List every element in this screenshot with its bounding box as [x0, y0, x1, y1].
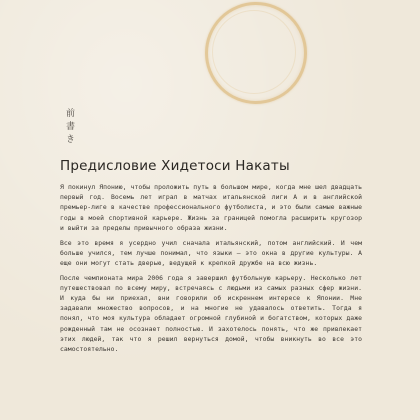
- paragraph-3: После чемпионата мира 2006 года я завершил футбольную карьеру. Несколько лет путешествовал по всему миру, встречаясь с людьми из самых разных сфер жизни. И куда бы ни приехал, вни говорили об искреннем интересе к Японии. Мне задавали множество вопросов, и на многие не удавалось ответить. Тогда я понял, что моя культура обладает огромной глубиной и богатством, которых даже рожденный там не осознает полностью. И захотелось понять, что же привлекает этих людей, так что я решил вернуться домой, чтобы вникнуть во все это самостоятельно.: [60, 273, 362, 354]
- coffee-ring-stain: [205, 2, 307, 104]
- paragraph-2: Все это время я усердно учил сначала итальянский, потом английский. И чем больше учился, тем лучше понимал, что языки — это окна в другие культуры. А еще они могут стать дверью, ведущей к крепкой дружбе на всю жизнь.: [60, 238, 362, 267]
- page-title: Предисловие Хидетоси Накаты: [60, 158, 290, 174]
- paragraph-1: Я покинул Японию, чтобы проложить путь в большом мире, когда мне шел двадцать первый год. Восемь лет играл в матчах итальянской лиги А и в английской премьер-лиге в качестве профессионального футболиста, и это были самые важные годы в моей спортивной карьере. Жизнь за границей помогла расширить кругозор и выйти за пределы привычного образа жизни.: [60, 183, 362, 232]
- preface-body: [60, 182, 362, 359]
- vertical-japanese-label: 前書き: [64, 108, 74, 147]
